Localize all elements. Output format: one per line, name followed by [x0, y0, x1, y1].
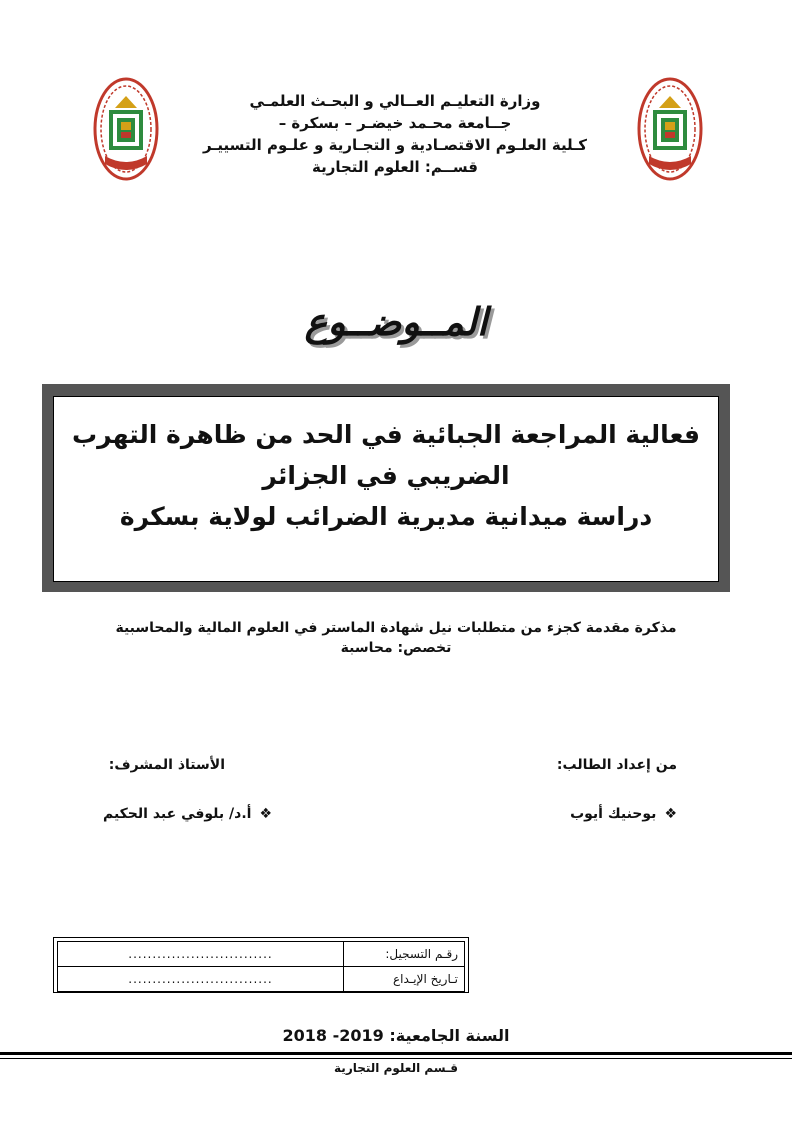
student-name: بوحنيك أيوب: [570, 806, 657, 822]
diamond-bullet-icon: ❖: [664, 806, 677, 822]
specialization: تخصص: محاسبة: [340, 640, 452, 656]
supervisor-name: أ.د/ بلوفي عبد الحكيم: [102, 806, 252, 822]
footer-divider-thin: [0, 1058, 792, 1059]
deposit-date-value: ..............................: [58, 967, 344, 992]
institution-header: [170, 90, 620, 178]
diamond-bullet-icon: ❖: [259, 806, 272, 822]
department-line: قســم: العلوم التجارية: [311, 158, 478, 176]
student-name-row: [570, 806, 677, 822]
thesis-title-line-2: الضريبي في الجزائر: [262, 461, 510, 490]
footer-department: قـسم العلوم التجارية: [334, 1061, 458, 1075]
table-row: [58, 967, 465, 992]
table-row: [58, 942, 465, 967]
ministry-line: وزارة التعليـم العــالي و البحـث العلمـي: [249, 92, 541, 110]
deposit-date-label: تـاريخ الإيـداع: [344, 967, 465, 992]
student-label: من إعداد الطالب:: [556, 757, 677, 773]
supervisor-label: الأستاذ المشرف:: [108, 757, 225, 773]
thesis-title-line-1: فعالية المراجعة الجبائية في الحد من ظاهرة التهرب: [72, 420, 700, 449]
university-line: جــامعة محـمد خيضـر – بسكرة –: [278, 114, 512, 132]
registration-number-value: ..............................: [58, 942, 344, 967]
thesis-description: [0, 618, 792, 658]
thesis-title: [53, 414, 719, 537]
registration-number-label: رقـم التسجيل:: [344, 942, 465, 967]
university-emblem-icon: [93, 76, 159, 182]
university-emblem-icon: [637, 76, 703, 182]
university-logo-left: [93, 76, 159, 182]
academic-year: السنة الجامعية: 2019- 2018: [282, 1026, 510, 1045]
registration-table: [53, 937, 469, 993]
faculty-line: كـلية العلـوم الاقتصـادية و التجـارية و علـوم التسييـر: [202, 136, 588, 154]
supervisor-name-row: [103, 806, 272, 822]
subject-heading: المــوضــوع: [304, 300, 488, 344]
footer-divider-thick: [0, 1052, 792, 1055]
thesis-subtitle: دراسة ميدانية مديرية الضرائب لولاية بسكرة: [119, 502, 653, 531]
university-logo-right: [637, 76, 703, 182]
degree-statement: مذكرة مقدمة كجزء من متطلبات نيل شهادة الماستر في العلوم المالية والمحاسبية: [115, 620, 677, 636]
